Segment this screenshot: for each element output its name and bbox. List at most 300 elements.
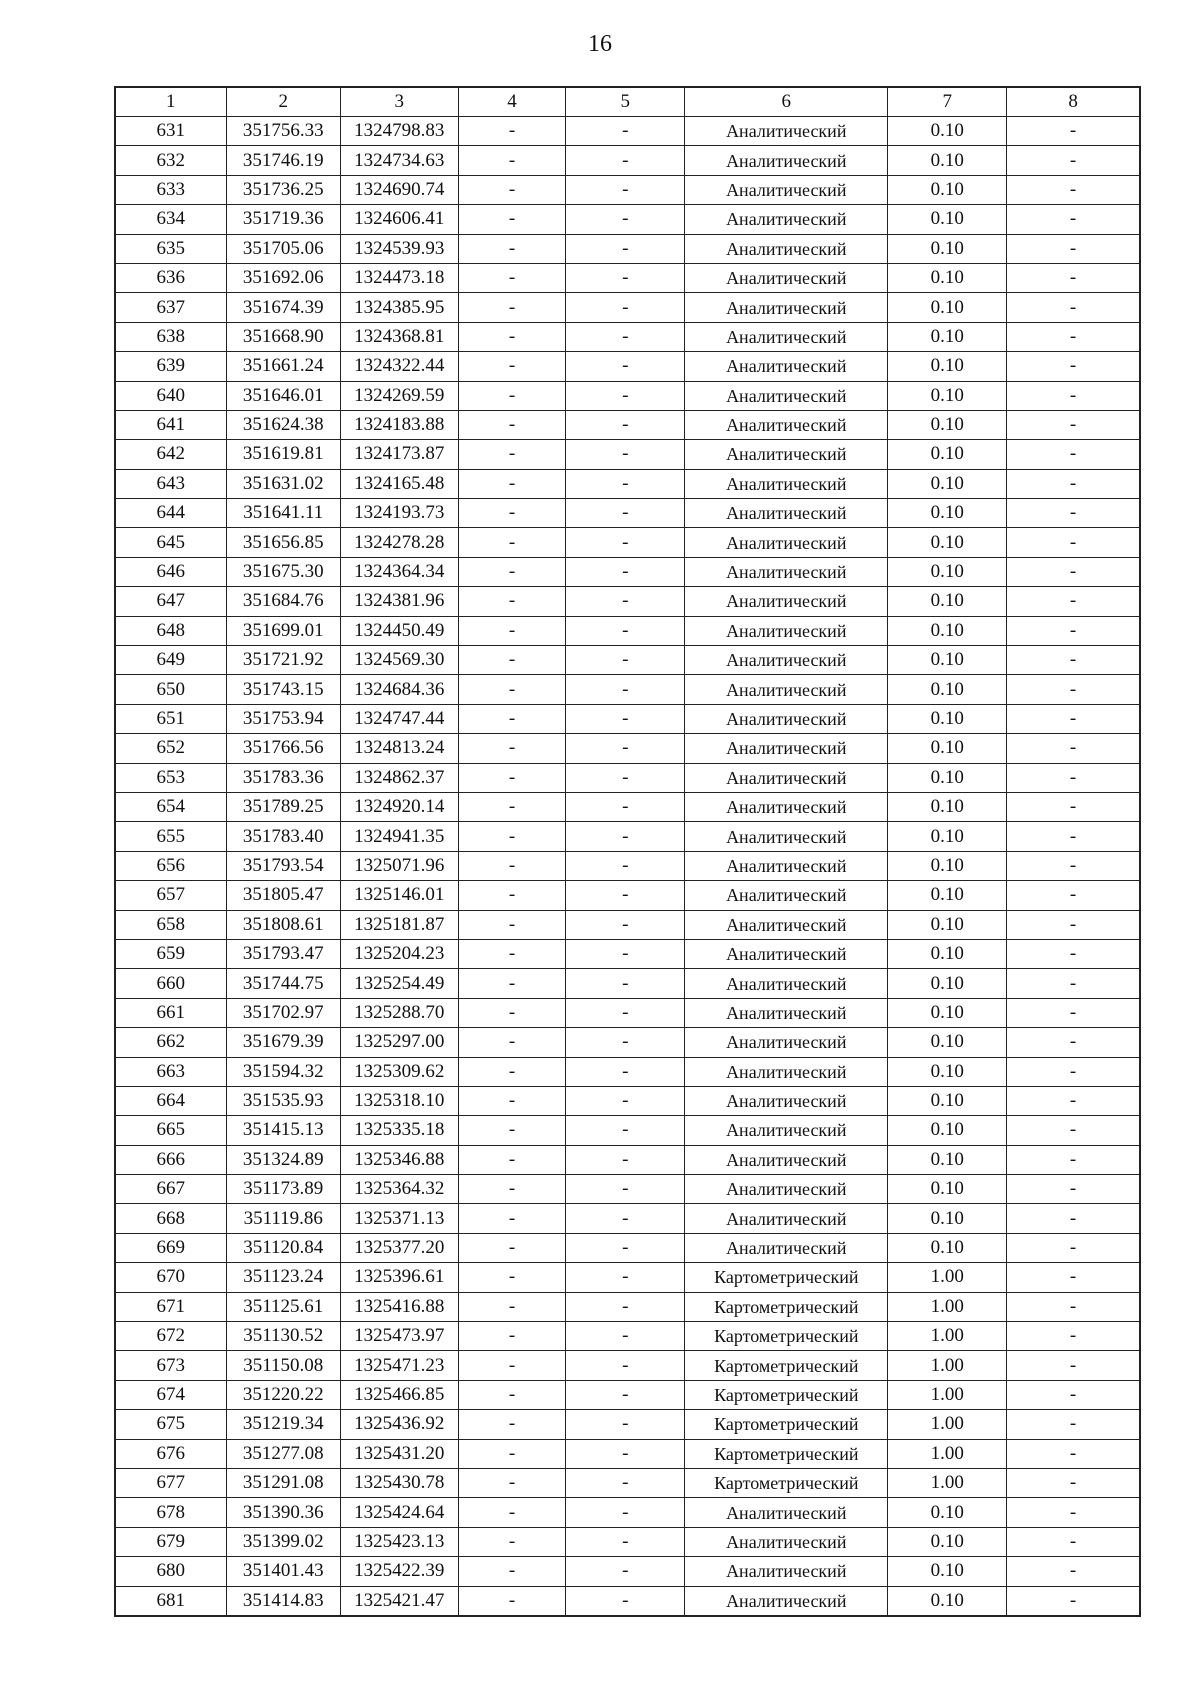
- cell-col-4: -: [458, 352, 566, 381]
- column-header-6: 6: [685, 87, 888, 117]
- table-row: [115, 1145, 1140, 1174]
- cell-method: Картометрический: [685, 1380, 888, 1409]
- cell-col-4: -: [458, 528, 566, 557]
- cell-col-8: -: [1007, 1557, 1140, 1586]
- cell-point-number: 657: [115, 881, 226, 910]
- cell-col-4: -: [458, 1292, 566, 1321]
- cell-accuracy: 0.10: [888, 175, 1007, 204]
- cell-col-4: -: [458, 205, 566, 234]
- cell-coord-y: 1324684.36: [340, 675, 458, 704]
- cell-coord-x: 351705.06: [226, 234, 340, 263]
- cell-method: Аналитический: [685, 881, 888, 910]
- cell-col-5: -: [566, 1175, 685, 1204]
- cell-point-number: 675: [115, 1410, 226, 1439]
- cell-col-4: -: [458, 969, 566, 998]
- cell-col-8: -: [1007, 234, 1140, 263]
- table-row: [115, 1263, 1140, 1292]
- cell-coord-y: 1324747.44: [340, 704, 458, 733]
- cell-col-4: -: [458, 822, 566, 851]
- cell-method: Аналитический: [685, 939, 888, 968]
- cell-col-5: -: [566, 1498, 685, 1527]
- cell-method: Аналитический: [685, 1586, 888, 1616]
- cell-coord-y: 1325335.18: [340, 1116, 458, 1145]
- cell-col-4: -: [458, 1233, 566, 1262]
- cell-col-4: -: [458, 1410, 566, 1439]
- cell-coord-x: 351415.13: [226, 1116, 340, 1145]
- cell-col-5: -: [566, 1263, 685, 1292]
- cell-col-8: -: [1007, 881, 1140, 910]
- cell-col-8: -: [1007, 1292, 1140, 1321]
- cell-col-8: -: [1007, 499, 1140, 528]
- cell-coord-y: 1325146.01: [340, 881, 458, 910]
- cell-col-4: -: [458, 734, 566, 763]
- cell-point-number: 667: [115, 1175, 226, 1204]
- cell-point-number: 634: [115, 205, 226, 234]
- table-row: [115, 1351, 1140, 1380]
- cell-accuracy: 1.00: [888, 1468, 1007, 1497]
- cell-method: Аналитический: [685, 969, 888, 998]
- cell-coord-x: 351753.94: [226, 704, 340, 733]
- cell-col-5: -: [566, 1557, 685, 1586]
- table-row: [115, 410, 1140, 439]
- table-row: [115, 205, 1140, 234]
- cell-col-5: -: [566, 881, 685, 910]
- column-header-5: 5: [566, 87, 685, 117]
- cell-point-number: 659: [115, 939, 226, 968]
- cell-col-5: -: [566, 763, 685, 792]
- cell-col-8: -: [1007, 939, 1140, 968]
- cell-accuracy: 1.00: [888, 1263, 1007, 1292]
- cell-col-8: -: [1007, 205, 1140, 234]
- cell-accuracy: 0.10: [888, 1586, 1007, 1616]
- cell-accuracy: 0.10: [888, 646, 1007, 675]
- cell-point-number: 658: [115, 910, 226, 939]
- cell-col-4: -: [458, 1498, 566, 1527]
- table-row: [115, 263, 1140, 292]
- cell-point-number: 633: [115, 175, 226, 204]
- cell-accuracy: 0.10: [888, 822, 1007, 851]
- cell-col-8: -: [1007, 1468, 1140, 1497]
- cell-col-8: -: [1007, 1439, 1140, 1468]
- cell-accuracy: 0.10: [888, 557, 1007, 586]
- table-row: [115, 1292, 1140, 1321]
- cell-coord-y: 1324364.34: [340, 557, 458, 586]
- cell-method: Картометрический: [685, 1351, 888, 1380]
- cell-col-5: -: [566, 1586, 685, 1616]
- cell-accuracy: 0.10: [888, 352, 1007, 381]
- cell-col-8: -: [1007, 1586, 1140, 1616]
- cell-method: Аналитический: [685, 175, 888, 204]
- cell-coord-x: 351661.24: [226, 352, 340, 381]
- table-row: [115, 792, 1140, 821]
- cell-coord-y: 1324450.49: [340, 616, 458, 645]
- cell-method: Аналитический: [685, 1175, 888, 1204]
- cell-col-5: -: [566, 910, 685, 939]
- cell-col-8: -: [1007, 1527, 1140, 1556]
- cell-point-number: 665: [115, 1116, 226, 1145]
- cell-coord-x: 351679.39: [226, 1028, 340, 1057]
- cell-col-4: -: [458, 1057, 566, 1086]
- cell-col-8: -: [1007, 1116, 1140, 1145]
- cell-col-4: -: [458, 1322, 566, 1351]
- cell-point-number: 651: [115, 704, 226, 733]
- cell-coord-x: 351277.08: [226, 1439, 340, 1468]
- table-row: [115, 998, 1140, 1027]
- cell-accuracy: 0.10: [888, 322, 1007, 351]
- cell-col-5: -: [566, 704, 685, 733]
- cell-col-5: -: [566, 851, 685, 880]
- cell-col-8: -: [1007, 440, 1140, 469]
- table-row: [115, 851, 1140, 880]
- cell-coord-y: 1325371.13: [340, 1204, 458, 1233]
- cell-col-4: -: [458, 1175, 566, 1204]
- cell-col-4: -: [458, 763, 566, 792]
- table-row: [115, 969, 1140, 998]
- cell-col-8: -: [1007, 1028, 1140, 1057]
- cell-col-8: -: [1007, 352, 1140, 381]
- column-header-4: 4: [458, 87, 566, 117]
- cell-method: Аналитический: [685, 1527, 888, 1556]
- cell-col-8: -: [1007, 322, 1140, 351]
- cell-col-5: -: [566, 1086, 685, 1115]
- cell-col-8: -: [1007, 1351, 1140, 1380]
- cell-point-number: 655: [115, 822, 226, 851]
- cell-coord-y: 1325204.23: [340, 939, 458, 968]
- cell-col-4: -: [458, 675, 566, 704]
- cell-col-5: -: [566, 1351, 685, 1380]
- cell-col-5: -: [566, 410, 685, 439]
- table-row: [115, 1498, 1140, 1527]
- cell-accuracy: 0.10: [888, 969, 1007, 998]
- cell-coord-y: 1324368.81: [340, 322, 458, 351]
- cell-col-4: -: [458, 381, 566, 410]
- cell-accuracy: 0.10: [888, 528, 1007, 557]
- cell-col-4: -: [458, 557, 566, 586]
- cell-coord-x: 351619.81: [226, 440, 340, 469]
- table-row: [115, 146, 1140, 175]
- cell-method: Аналитический: [685, 1057, 888, 1086]
- cell-col-8: -: [1007, 704, 1140, 733]
- cell-accuracy: 0.10: [888, 1057, 1007, 1086]
- table-row: [115, 1175, 1140, 1204]
- cell-point-number: 644: [115, 499, 226, 528]
- cell-col-4: -: [458, 322, 566, 351]
- column-header-3: 3: [340, 87, 458, 117]
- cell-col-5: -: [566, 469, 685, 498]
- cell-accuracy: 0.10: [888, 117, 1007, 146]
- cell-coord-y: 1324278.28: [340, 528, 458, 557]
- cell-col-8: -: [1007, 175, 1140, 204]
- cell-point-number: 652: [115, 734, 226, 763]
- cell-col-5: -: [566, 1527, 685, 1556]
- cell-col-5: -: [566, 1439, 685, 1468]
- table-row: [115, 117, 1140, 146]
- cell-point-number: 648: [115, 616, 226, 645]
- cell-coord-x: 351805.47: [226, 881, 340, 910]
- cell-col-5: -: [566, 322, 685, 351]
- cell-coord-x: 351535.93: [226, 1086, 340, 1115]
- table-row: [115, 1410, 1140, 1439]
- cell-coord-x: 351656.85: [226, 528, 340, 557]
- cell-col-8: -: [1007, 675, 1140, 704]
- cell-accuracy: 0.10: [888, 616, 1007, 645]
- cell-col-5: -: [566, 1410, 685, 1439]
- cell-accuracy: 1.00: [888, 1292, 1007, 1321]
- cell-method: Аналитический: [685, 822, 888, 851]
- cell-coord-x: 351692.06: [226, 263, 340, 292]
- cell-point-number: 664: [115, 1086, 226, 1115]
- cell-col-5: -: [566, 1380, 685, 1409]
- table-row: [115, 1057, 1140, 1086]
- cell-method: Аналитический: [685, 646, 888, 675]
- cell-accuracy: 0.10: [888, 440, 1007, 469]
- cell-accuracy: 1.00: [888, 1322, 1007, 1351]
- column-header-1: 1: [115, 87, 226, 117]
- cell-coord-y: 1325254.49: [340, 969, 458, 998]
- cell-coord-y: 1324385.95: [340, 293, 458, 322]
- cell-col-4: -: [458, 704, 566, 733]
- cell-coord-y: 1325346.88: [340, 1145, 458, 1174]
- cell-col-4: -: [458, 469, 566, 498]
- table-row: [115, 1527, 1140, 1556]
- cell-accuracy: 0.10: [888, 146, 1007, 175]
- cell-coord-x: 351150.08: [226, 1351, 340, 1380]
- cell-col-4: -: [458, 1204, 566, 1233]
- cell-col-5: -: [566, 175, 685, 204]
- cell-col-8: -: [1007, 1204, 1140, 1233]
- cell-col-4: -: [458, 1351, 566, 1380]
- cell-coord-y: 1324734.63: [340, 146, 458, 175]
- cell-accuracy: 0.10: [888, 939, 1007, 968]
- cell-method: Аналитический: [685, 763, 888, 792]
- cell-coord-x: 351641.11: [226, 499, 340, 528]
- cell-col-5: -: [566, 263, 685, 292]
- cell-col-5: -: [566, 822, 685, 851]
- cell-point-number: 662: [115, 1028, 226, 1057]
- table-row: [115, 616, 1140, 645]
- cell-method: Аналитический: [685, 792, 888, 821]
- cell-coord-x: 351120.84: [226, 1233, 340, 1262]
- cell-col-8: -: [1007, 969, 1140, 998]
- cell-coord-y: 1324813.24: [340, 734, 458, 763]
- column-header-2: 2: [226, 87, 340, 117]
- cell-col-4: -: [458, 234, 566, 263]
- cell-accuracy: 0.10: [888, 1557, 1007, 1586]
- cell-coord-x: 351793.47: [226, 939, 340, 968]
- cell-col-5: -: [566, 205, 685, 234]
- cell-coord-y: 1325288.70: [340, 998, 458, 1027]
- cell-method: Аналитический: [685, 1145, 888, 1174]
- cell-method: Аналитический: [685, 146, 888, 175]
- cell-col-8: -: [1007, 469, 1140, 498]
- cell-col-8: -: [1007, 587, 1140, 616]
- cell-point-number: 645: [115, 528, 226, 557]
- cell-coord-x: 351684.76: [226, 587, 340, 616]
- cell-col-5: -: [566, 352, 685, 381]
- cell-coord-x: 351401.43: [226, 1557, 340, 1586]
- cell-accuracy: 0.10: [888, 881, 1007, 910]
- cell-col-4: -: [458, 293, 566, 322]
- cell-coord-x: 351766.56: [226, 734, 340, 763]
- cell-coord-y: 1325466.85: [340, 1380, 458, 1409]
- table-row: [115, 234, 1140, 263]
- cell-accuracy: 1.00: [888, 1410, 1007, 1439]
- cell-point-number: 637: [115, 293, 226, 322]
- cell-col-4: -: [458, 1380, 566, 1409]
- cell-accuracy: 1.00: [888, 1351, 1007, 1380]
- cell-coord-x: 351808.61: [226, 910, 340, 939]
- cell-accuracy: 0.10: [888, 499, 1007, 528]
- cell-point-number: 668: [115, 1204, 226, 1233]
- cell-col-4: -: [458, 1439, 566, 1468]
- cell-col-4: -: [458, 1145, 566, 1174]
- cell-coord-y: 1324798.83: [340, 117, 458, 146]
- cell-col-8: -: [1007, 734, 1140, 763]
- cell-coord-x: 351631.02: [226, 469, 340, 498]
- table-header: [115, 87, 1140, 117]
- table-row: [115, 763, 1140, 792]
- cell-accuracy: 0.10: [888, 1498, 1007, 1527]
- cell-method: Аналитический: [685, 851, 888, 880]
- cell-coord-x: 351675.30: [226, 557, 340, 586]
- cell-col-4: -: [458, 263, 566, 292]
- cell-col-8: -: [1007, 851, 1140, 880]
- cell-coord-y: 1324941.35: [340, 822, 458, 851]
- cell-col-4: -: [458, 499, 566, 528]
- cell-method: Аналитический: [685, 587, 888, 616]
- cell-col-5: -: [566, 587, 685, 616]
- cell-coord-y: 1325297.00: [340, 1028, 458, 1057]
- cell-col-4: -: [458, 616, 566, 645]
- cell-coord-x: 351702.97: [226, 998, 340, 1027]
- cell-coord-y: 1325430.78: [340, 1468, 458, 1497]
- cell-accuracy: 0.10: [888, 675, 1007, 704]
- table-row: [115, 675, 1140, 704]
- cell-coord-x: 351699.01: [226, 616, 340, 645]
- cell-col-8: -: [1007, 1498, 1140, 1527]
- cell-point-number: 679: [115, 1527, 226, 1556]
- cell-point-number: 632: [115, 146, 226, 175]
- cell-coord-x: 351390.36: [226, 1498, 340, 1527]
- cell-coord-x: 351414.83: [226, 1586, 340, 1616]
- cell-point-number: 671: [115, 1292, 226, 1321]
- cell-col-8: -: [1007, 117, 1140, 146]
- cell-col-5: -: [566, 499, 685, 528]
- table-row: [115, 440, 1140, 469]
- cell-col-5: -: [566, 1028, 685, 1057]
- cell-col-4: -: [458, 1263, 566, 1292]
- table-row: [115, 1028, 1140, 1057]
- cell-col-8: -: [1007, 616, 1140, 645]
- cell-point-number: 669: [115, 1233, 226, 1262]
- table-row: [115, 1233, 1140, 1262]
- cell-col-4: -: [458, 910, 566, 939]
- cell-accuracy: 0.10: [888, 792, 1007, 821]
- cell-accuracy: 1.00: [888, 1439, 1007, 1468]
- cell-accuracy: 0.10: [888, 998, 1007, 1027]
- cell-coord-x: 351756.33: [226, 117, 340, 146]
- cell-point-number: 638: [115, 322, 226, 351]
- cell-coord-x: 351783.40: [226, 822, 340, 851]
- cell-point-number: 660: [115, 969, 226, 998]
- cell-col-8: -: [1007, 1410, 1140, 1439]
- cell-accuracy: 0.10: [888, 1175, 1007, 1204]
- cell-col-4: -: [458, 1586, 566, 1616]
- cell-coord-x: 351219.34: [226, 1410, 340, 1439]
- cell-col-8: -: [1007, 998, 1140, 1027]
- cell-point-number: 636: [115, 263, 226, 292]
- cell-coord-x: 351399.02: [226, 1527, 340, 1556]
- cell-col-8: -: [1007, 293, 1140, 322]
- cell-coord-y: 1325473.97: [340, 1322, 458, 1351]
- cell-point-number: 647: [115, 587, 226, 616]
- cell-col-5: -: [566, 528, 685, 557]
- cell-col-8: -: [1007, 557, 1140, 586]
- cell-coord-y: 1324920.14: [340, 792, 458, 821]
- cell-point-number: 680: [115, 1557, 226, 1586]
- cell-col-8: -: [1007, 763, 1140, 792]
- cell-point-number: 678: [115, 1498, 226, 1527]
- cell-point-number: 674: [115, 1380, 226, 1409]
- cell-method: Аналитический: [685, 1557, 888, 1586]
- cell-col-8: -: [1007, 381, 1140, 410]
- cell-col-4: -: [458, 146, 566, 175]
- cell-coord-x: 351130.52: [226, 1322, 340, 1351]
- cell-point-number: 641: [115, 410, 226, 439]
- cell-coord-x: 351793.54: [226, 851, 340, 880]
- cell-method: Аналитический: [685, 440, 888, 469]
- cell-coord-y: 1325318.10: [340, 1086, 458, 1115]
- cell-accuracy: 0.10: [888, 263, 1007, 292]
- cell-coord-x: 351674.39: [226, 293, 340, 322]
- table-body: [115, 117, 1140, 1616]
- cell-coord-x: 351744.75: [226, 969, 340, 998]
- cell-coord-x: 351783.36: [226, 763, 340, 792]
- cell-coord-x: 351789.25: [226, 792, 340, 821]
- cell-col-4: -: [458, 792, 566, 821]
- cell-accuracy: 0.10: [888, 587, 1007, 616]
- cell-col-4: -: [458, 117, 566, 146]
- cell-accuracy: 0.10: [888, 410, 1007, 439]
- cell-coord-y: 1325396.61: [340, 1263, 458, 1292]
- table-row: [115, 1086, 1140, 1115]
- cell-col-8: -: [1007, 410, 1140, 439]
- cell-method: Аналитический: [685, 616, 888, 645]
- cell-col-5: -: [566, 1233, 685, 1262]
- cell-col-4: -: [458, 1116, 566, 1145]
- cell-point-number: 649: [115, 646, 226, 675]
- cell-accuracy: 0.10: [888, 293, 1007, 322]
- cell-accuracy: 0.10: [888, 734, 1007, 763]
- cell-method: Картометрический: [685, 1292, 888, 1321]
- cell-method: Аналитический: [685, 410, 888, 439]
- cell-accuracy: 0.10: [888, 205, 1007, 234]
- cell-accuracy: 0.10: [888, 234, 1007, 263]
- cell-method: Аналитический: [685, 998, 888, 1027]
- cell-coord-y: 1324381.96: [340, 587, 458, 616]
- table-row: [115, 469, 1140, 498]
- cell-col-8: -: [1007, 1263, 1140, 1292]
- cell-col-4: -: [458, 587, 566, 616]
- cell-col-5: -: [566, 557, 685, 586]
- cell-point-number: 663: [115, 1057, 226, 1086]
- cell-coord-y: 1324322.44: [340, 352, 458, 381]
- cell-col-8: -: [1007, 528, 1140, 557]
- table-row: [115, 528, 1140, 557]
- table-row: [115, 175, 1140, 204]
- cell-method: Аналитический: [685, 1116, 888, 1145]
- table-row: [115, 734, 1140, 763]
